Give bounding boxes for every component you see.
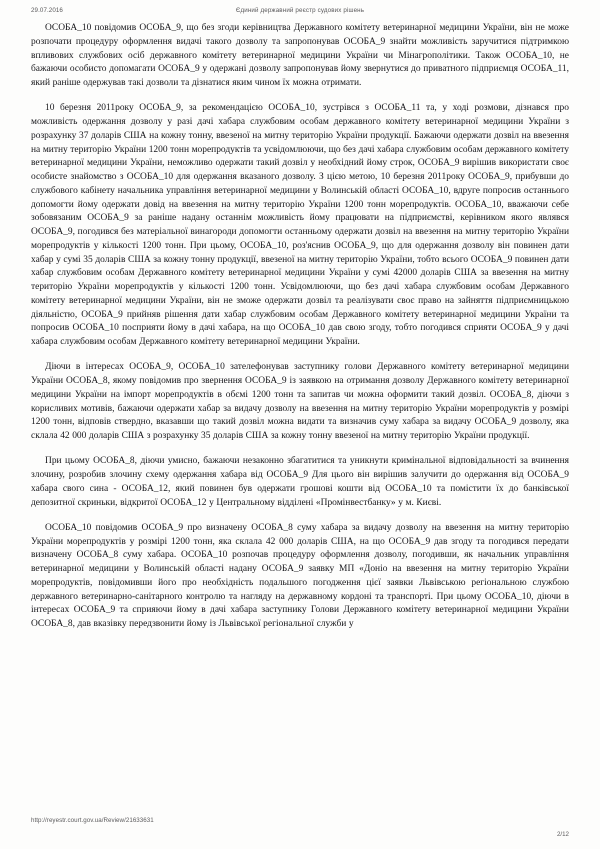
body-paragraph: ОСОБА_10 повідомив ОСОБА_9 про визначену ОСОБА_8 суму хабара за видачу дозволу на ввезення на митну територію України морепродуктів у розмірі 1200 тонн, яка склала 42 000 доларів США, на що ОСОБА_9 дав згоду та погодився передати визначену ОСОБА_8 суму хабара. ОСОБА_10 розпочав процедуру оформлення дозволу, погодивши, як начальник управління ветеринарної медицини у Волинській області надану ОСОБА_9 заявку МП «Доніо на ввезення на митну територію України морепродуктів, повідомивши його про необхідність подальшого погодження цієї заявки Львівською регіональною службою державного ветеринарно-санітарного контролю та нагляду на державному кордоні та транспорті. При цьому ОСОБА_10, діючи в інтересах ОСОБА_9 та сприяючи йому в дачі хабара заступнику Голови Державного комітету ветеринарної медицини України ОСОБА_8, дав вказівку передзвонити йому із Львівської регіональної служби у bbox=[31, 522, 569, 629]
header-date: 29.07.2016 bbox=[31, 7, 63, 14]
body-paragraph: ОСОБА_10 повідомив ОСОБА_9, що без згоди керівництва Державного комітету ветеринарної медицини України, він не може розпочати процедуру оформлення видачі такого дозволу та запропонував ОСОБА_9 знайти можливість заручитися підтримкою впливових службових осіб державного комітету ветеринарної медицини України чи Мінагрополітики. Також ОСОБА_10, не бажаючи особисто допомагати ОСОБА_9 у одержані дозволу запропонував йому звернутися до приватного підприємця ОСОБА_11, який раніше одержував такі дозволи та дізнатися яким чином їх можна отримати. bbox=[31, 23, 569, 88]
body-paragraph: Діючи в інтересах ОСОБА_9, ОСОБА_10 зателефонував заступнику голови Державного комітету ветеринарної медицини України ОСОБА_8, якому повідомив про звернення ОСОБА_9 із заявкою на отримання дозволу Державного комітету ветеринарної медицини України на імпорт морепродуктів в обємі 1200 тонн та запитав чи можна оформити такий дозвіл. ОСОБА_8, діючи з корисливих мотивів, бажаючи одержати хабар за видачу дозволу на ввезення на митну територію України морепродуктів у розмірі 1200 тонн, відповів ствердно, вказавши що такий дозвіл можна видати та визначив суму хабара за видачу ОСОБА_9 дозволу, яка склала 42 000 доларів США з розрахунку 35 доларів США за кожну тонну ввезеної на митну територію України продукції. bbox=[31, 362, 569, 441]
page-header bbox=[0, 4, 600, 20]
body-paragraph: 10 березня 2011року ОСОБА_9, за рекомендацією ОСОБА_10, зустрівся з ОСОБА_11 та, у ході розмови, дізнався про можливість одержання дозволу у разі дачі хабара службовим особам державного комітету ветеринарної медицини України з розрахунку 37 доларів США на кожну тонну, ввезеної на митну територію України продукції. Бажаючи одержати дозвіл на ввезення на митну територію України 1200 тонн морепродуктів та усвідомлюючи, що без дачі хабара службовим особам державного комітету ветеринарної медицини України, неможливо одержати такий дозвіл у необхідний йому строк, ОСОБА_9 вирішив використати своє особисте знайомство з ОСОБА_10 для одержання вказаного дозволу. З цією метою, 10 березня 2011року ОСОБА_9, прибувши до службового кабінету начальника управління ветеринарної медицини у Волинській області ОСОБА_10, вдруге попросив останнього допомогти йому одержати довід на ввезення на митну територію України 1200 тонн морепродуктів. ОСОБА_10, вважаючи себе зобовязаним ОСОБА_9 за раніше надану останнім можливість йому працювати на підприємстві, керівником якого являвся ОСОБА_9, погодився без матеріальної винагороди допомогти останньому одержати дозвіл на ввезення на митну територію України морепродуктів у кількості 1200 тонн. При цьому, ОСОБА_10, роз'яснив ОСОБА_9, що для одержання дозволу він повинен дати хабар у сумі 35 доларів США за кожну тонну продукції, ввезеної на митну територію України, тобто всього ОСОБА_9 повинен дати хабар службовим особам Державного комітету ветеринарної медицини України у сумі 42000 доларів США за ввезення на митну територію України морепродуктів у кількості 1200 тонн. Усвідомлюючи, що без дачі хабара службовим особам Державного комітету ветеринарної медицини України, він не зможе одержати дозвіл та реалізувати своє право на зайняття підприємницькою діяльністю, ОСОБА_9 прийняв рішення дати хабар службовим особам Державного комітету ветеринарної медицини України та попросив ОСОБА_10 посприяти йому в дачі хабара, на що ОСОБА_10 дав свою згоду, тобто погодився сприяти ОСОБА_9 у дачі хабара службовим особам Державного комітету ветеринарної медицини України. bbox=[31, 103, 569, 347]
footer-page-number: 2/12 bbox=[556, 831, 569, 838]
page-footer bbox=[0, 817, 600, 843]
body-paragraph: При цьому ОСОБА_8, діючи умисно, бажаючи незаконно збагатитися та уникнути кримінальної відповідальності за вчинення злочину, розробив злочину схему одержання хабара від ОСОБА_9 Для цього він вирішив залучити до одержання від ОСОБА_9 хабара свого сина - ОСОБА_12, який повинен був одержати грошові кошти від ОСОБА_10 та помістити їх до банківської депозитної скриньки, відкритої ОСОБА_12 у Центральному відділені «Промінвестбанку» у м. Києві. bbox=[31, 456, 569, 508]
header-registry-title: Єдиний державний реєстр судових рішень bbox=[235, 7, 365, 14]
document-body bbox=[31, 22, 569, 813]
footer-source-url[interactable]: http://reyestr.court.gov.ua/Review/21633631 bbox=[31, 817, 154, 824]
